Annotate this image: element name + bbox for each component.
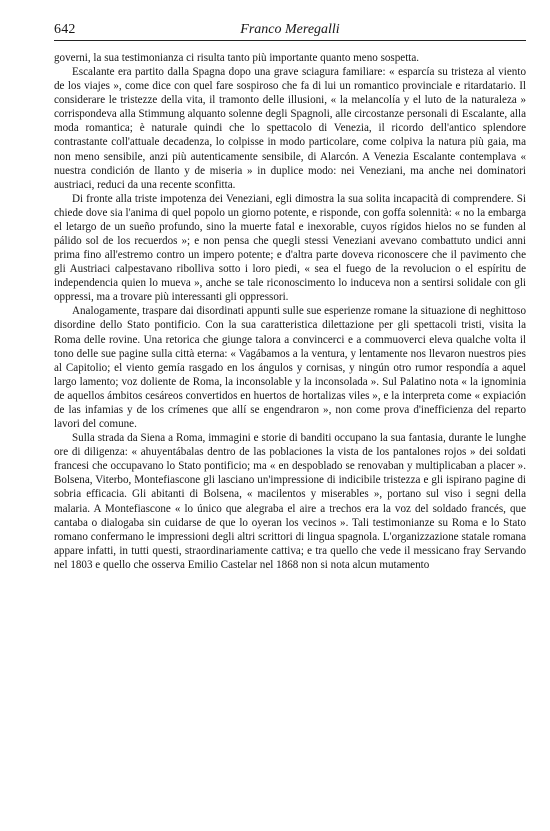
paragraph-siena-roma: Sulla strada da Siena a Roma, immagini e storie di banditi occupano la sua fantasia, durante le lunghe ore di diligenza: « ahuyentábalas dentro de las poblaciones la vista de los pantalones rojos » dei soldati francesi che occupavano lo Stato pontificio; ma « en despoblado se renovaban y multiplicaban a placer ». Bolsena, Viterbo, Montefiascone gli lasciano un'impressione di indicibile tristezza e gli ispirano pagine di sobria efficacia. Gli abitanti di Bolsena, « macilentos y miserables », portano sul viso i segni della malaria. A Montefiascone « lo único que alegraba el aire a trechos era la voz del soldado francés, que cantaba o dialogaba sin cuidarse de que lo oyeran los vecinos ». Tali testimonianze su Roma e lo Stato romano confermano le impressioni degli altri scrittori di lingua spagnola. L'organizzazione statale romana appare infatti, in tutti questi, straordinariamente cattiva; e tra quello che vede il messicano fray Servando nel 1803 e quello che osserva Emilio Castelar nel 1868 non si nota alcun mutamento <box>54 432 526 571</box>
paragraph-escalante: Escalante era partito dalla Spagna dopo una grave sciagura familiare: « esparcía su tristeza al viento de los viajes », come dice con quel fare sospiroso che fa di lui un romantico provinciale e ritardatario. Il considerare le tristezze della vita, il tramonto delle illusioni, « la melancolía y el luto de la naturaleza » corrispondeva alla Stimmung alquanto solenne degli Spagnoli, alle circostanze personali di Escalante, alla moda romantica; è naturale quindi che lo spettacolo di Venezia, il ricordo dell'antico splendore contrastante coll'attuale decadenza, lo colpisse in modo particolare, come colpiva la natura più gaia, ma non meno sensibile, anzi più autenticamente sensibile, di Alarcón. A Venezia Escalante contemplava « nuestra condición de llanto y de miseria » in duplice modo: nei Veneziani, ma anche nei dominatori austriaci, reduci da una recente sconfitta. <box>54 66 526 191</box>
running-title: Franco Meregalli <box>240 22 340 37</box>
body-text <box>54 51 526 572</box>
page-number: 642 <box>54 22 76 37</box>
paragraph-veneziani: Di fronte alla triste impotenza dei Veneziani, egli dimostra la sua solita incapacità di comprendere. Si chiede dove sia l'anima di quel popolo un giorno potente, e risponde, con goffa solennità: « no la embarga el letargo de un sueño profundo, sino la muerte fatal e inexorable, cuyos rígidos hielos no se funden al pálido sol de los recuerdos »; e non pensa che quegli stessi Veneziani avevano combattuto undici anni prima fino all'estremo contro un impero potente; e d'altra parte doveva riconoscere che il pavimento che gli Austriaci calpestavano ribolliva sotto i loro piedi, « sea el fuego de la revolucion o el espíritu de independencia quien lo mueva », anche se tale riconoscimento lo induceva non a sentirsi solidale con gli oppressi, ma a trovare più interessanti gli oppressori. <box>54 192 526 304</box>
book-page <box>54 22 526 572</box>
paragraph-continuation: governi, la sua testimonianza ci risulta tanto più importante quanto meno sospetta. <box>54 52 420 64</box>
page-header <box>54 22 526 41</box>
paragraph-roma: Analogamente, traspare dai disordinati appunti sulle sue esperienze romane la situazione di neghittoso disordine dello Stato pontificio. Con la sua caratteristica dilettazione per gli spettacoli tristi, visita la Roma delle rovine. Una retorica che giunge talora a convincerci e a commuoverci eleva qualche volta il tono delle sue pagine sulla città eterna: « Vagábamos a la ventura, y lentamente nos llevaron nuestros pies al Capitolio; el viento gemía rasgado en los ángulos y cornisas, y ningún otro rumor respondía a aquel largo lamento; voz doliente de Roma, la inconsolable y la inconsolada ». Sul Palatino nota « la ignominia de aquellos ámbitos cesáreos convertidos en huertos de hortalizas viles », e la interpreta come « expiación de las infamias y de los crímenes que allí se engendraron », non come prova d'inefficienza del reparto lavori del comune. <box>54 305 526 431</box>
